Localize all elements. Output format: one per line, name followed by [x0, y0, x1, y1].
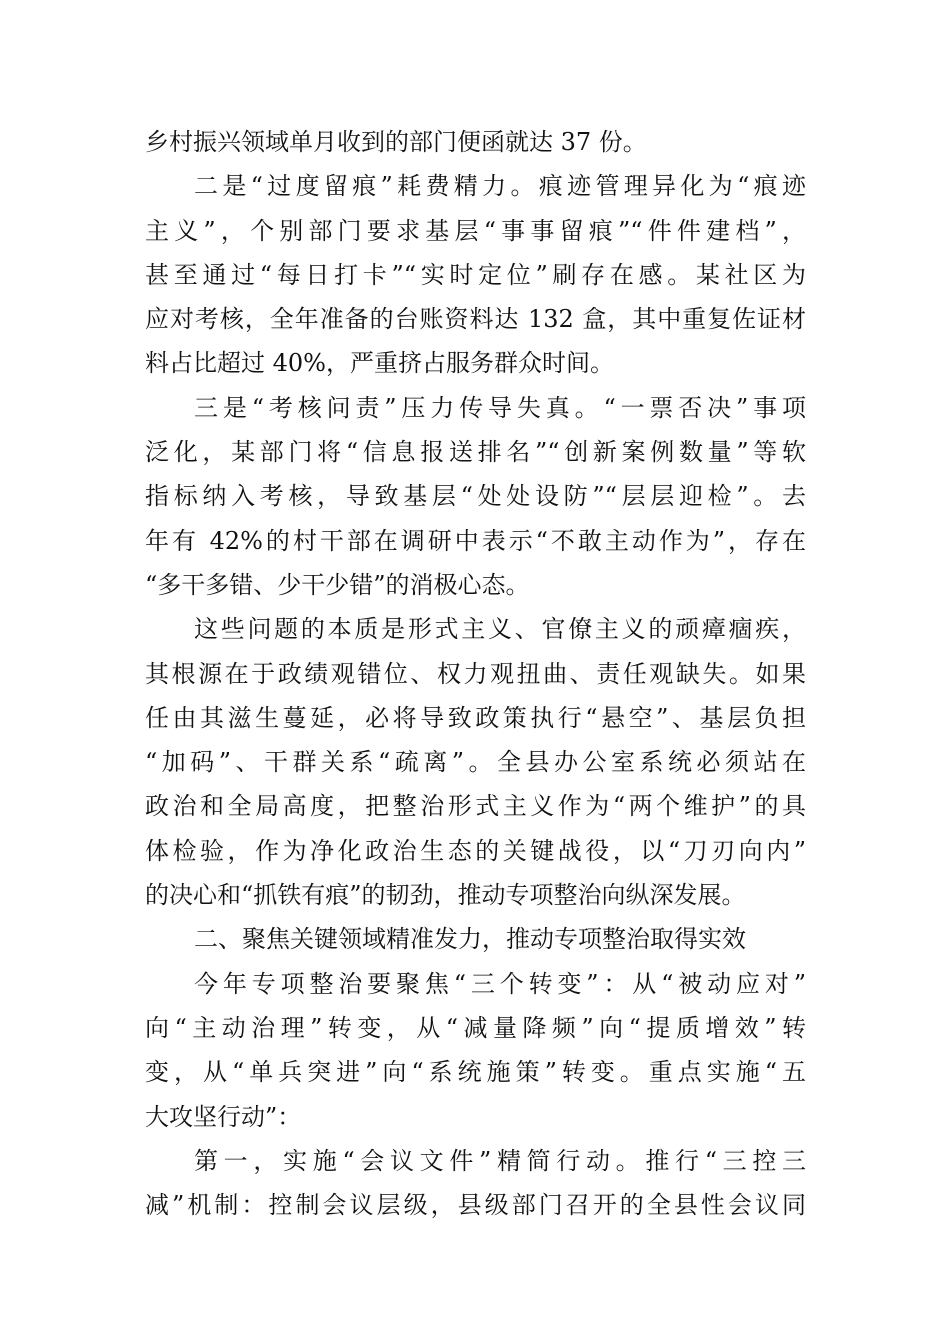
text-line: 向“主动治理”转变，从“减量降频”向“提质增效”转: [145, 1013, 806, 1042]
paragraph: [145, 164, 806, 385]
text-line: 主义”，个别部门要求基层“事事留痕”“件件建档”，: [145, 216, 806, 245]
text-line: 其根源在于政绩观错位、权力观扭曲、责任观缺失。如果: [145, 659, 806, 688]
text-line: “多干多错、少干少错”的消极心态。: [145, 570, 530, 599]
text-line: 应对考核，全年准备的台账资料达 132 盒，其中重复佐证材: [145, 305, 806, 334]
document-page: [145, 120, 806, 1227]
text-line: 第一，实施“会议文件”精简行动。推行“三控三: [194, 1146, 806, 1175]
text-line: 三是“考核问责”压力传导失真。“一票否决”事项: [194, 393, 806, 422]
paragraph: [145, 1139, 806, 1228]
text-line: 大攻坚行动”：: [145, 1102, 302, 1131]
text-line: 年有 42%的村干部在调研中表示“不敢主动作为”，存在: [145, 526, 806, 555]
text-line: 乡村振兴领域单月收到的部门便函就达 37 份。: [145, 128, 647, 156]
paragraph: [145, 120, 806, 164]
text-line: 甚至通过“每日打卡”“实时定位”刷存在感。某社区为: [145, 260, 806, 289]
text-line: 体检验，作为净化政治生态的关键战役，以“刀刃向内”: [145, 836, 806, 865]
text-line: 料占比超过 40%，严重挤占服务群众时间。: [145, 349, 614, 378]
text-line: 政治和全局高度，把整治形式主义作为“两个维护”的具: [145, 792, 806, 821]
text-line: 变，从“单兵突进”向“系统施策”转变。重点实施“五: [145, 1058, 806, 1087]
text-line: 今年专项整治要聚焦“三个转变”：从“被动应对”: [194, 969, 806, 998]
text-line: 二、聚焦关键领域精准发力，推动专项整治取得实效: [194, 925, 746, 954]
text-line: “加码”、干群关系“疏离”。全县办公室系统必须站在: [145, 748, 806, 777]
text-line: 的决心和“抓铁有痕”的韧劲，推动专项整治向纵深发展。: [145, 881, 746, 910]
text-line: 这些问题的本质是形式主义、官僚主义的顽瘴痼疾，: [194, 615, 806, 644]
text-line: 泛化，某部门将“信息报送排名”“创新案例数量”等软: [145, 438, 806, 467]
paragraph: [145, 917, 806, 961]
paragraph: [145, 386, 806, 607]
text-line: 减”机制：控制会议层级，县级部门召开的全县性会议同: [145, 1191, 806, 1220]
text-line: 指标纳入考核，导致基层“处处设防”“层层迎检”。去: [145, 482, 806, 511]
paragraph: [145, 962, 806, 1139]
text-line: 二是“过度留痕”耗费精力。痕迹管理异化为“痕迹: [194, 172, 806, 201]
text-line: 任由其滋生蔓延，必将导致政策执行“悬空”、基层负担: [145, 703, 806, 732]
paragraph: [145, 607, 806, 917]
